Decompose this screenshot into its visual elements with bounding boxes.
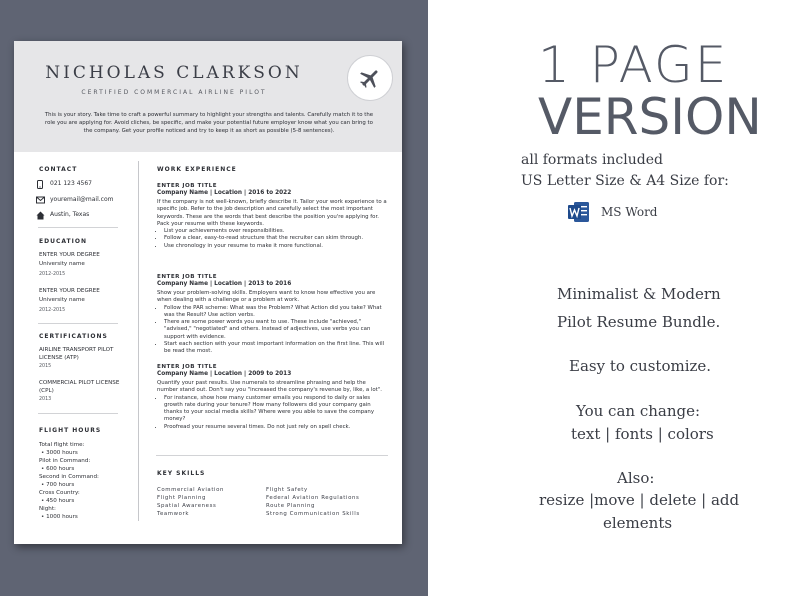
flight-hours-line: • 600 hours xyxy=(41,466,75,472)
location-text: Austin, Texas xyxy=(50,211,90,218)
resume-subtitle: CERTIFIED COMMERCIAL AIRLINE PILOT xyxy=(81,89,267,96)
flight-hours-line: Pilot in Command: xyxy=(39,458,91,464)
flight-hours-line: Night: xyxy=(39,506,56,512)
column-divider xyxy=(138,161,139,521)
job-description-2 xyxy=(157,290,387,356)
job-bullet: • Follow a clear, easy-to-read structure that the recruiter can skim through. xyxy=(164,235,387,242)
phone-text: 021 123 4567 xyxy=(50,180,92,187)
plane-icon-badge xyxy=(347,55,393,101)
job-title-3: ENTER JOB TITLE xyxy=(157,364,218,370)
resume-header xyxy=(14,41,402,152)
education-years-1: 2012-2015 xyxy=(39,272,66,277)
home-icon xyxy=(36,211,45,220)
education-degree-1: ENTER YOUR DEGREE xyxy=(39,252,100,258)
promo-also-items: resize |move | delete | add xyxy=(539,491,740,509)
promo-headline-2: VERSION xyxy=(538,88,762,146)
airplane-icon xyxy=(358,66,382,90)
resume-preview xyxy=(14,41,402,544)
skill-item: Federal Aviation Regulations xyxy=(266,495,360,501)
cert-1-line1: AIRLINE TRANSPORT PILOT xyxy=(39,347,114,353)
flight-hours-heading: FLIGHT HOURS xyxy=(39,427,102,434)
contact-heading: CONTACT xyxy=(39,166,78,173)
sidebar-divider xyxy=(38,323,118,324)
word-label: MS Word xyxy=(601,205,658,219)
flight-hours-line: Second in Command: xyxy=(39,474,99,480)
flight-hours-line: • 1000 hours xyxy=(41,514,78,520)
skill-item: Teamwork xyxy=(157,511,190,517)
cert-2-year: 2013 xyxy=(39,397,52,402)
education-school-2: University name xyxy=(39,297,85,303)
promo-change: You can change: xyxy=(576,402,701,420)
cert-2-line2: (CPL) xyxy=(39,388,54,394)
flight-hours-line: • 700 hours xyxy=(41,482,75,488)
cert-1-line2: LICENSE (ATP) xyxy=(39,355,79,361)
certifications-heading: CERTIFICATIONS xyxy=(39,333,108,340)
promo-formats: all formats included xyxy=(521,152,663,168)
promo-also-items-2: elements xyxy=(603,514,673,532)
education-degree-2: ENTER YOUR DEGREE xyxy=(39,288,100,294)
job-bullet: • Start each section with your most important information on the first line. This will be read the most. xyxy=(164,341,387,356)
job-title-1: ENTER JOB TITLE xyxy=(157,183,218,189)
job-text-2: Show your problem-solving skills. Employers want to know how effective you are when dealing with a challenge or a problem at work. xyxy=(157,290,376,304)
skill-item: Flight Safety xyxy=(266,487,308,493)
cert-1-year: 2015 xyxy=(39,364,52,369)
flight-hours-line: Cross Country: xyxy=(39,490,80,496)
job-bullet: • There are some power words you want to use. These include "achieved," "advised," "negotiated" and others. Instead of adjectives, use verbs you can support with evidence. xyxy=(164,319,387,341)
resume-summary: This is your story. Take time to craft a powerful summary to highlight your strengths and talents. Carefully match it to the role you are applying for. Avoid cliches, be specific, and make your potential future employer know what you can bring to the company. Get your profile noticed and try to keep it as short as possible (5-8 sentences). xyxy=(44,112,374,134)
job-text-3: Quantify your past results. Use numerals to streamline phrasing and help the number stand out. Don't say you "increased the company's revenue by, like, a lot". xyxy=(157,380,382,394)
flight-hours-line: • 450 hours xyxy=(41,498,75,504)
flight-hours-line: • 3000 hours xyxy=(41,450,78,456)
email-text: youremail@mail.com xyxy=(50,196,114,203)
job-description-1 xyxy=(157,199,387,250)
education-years-2: 2012-2015 xyxy=(39,308,66,313)
skill-item: Spatial Awareness xyxy=(157,503,217,509)
job-company-2: Company Name | Location | 2013 to 2016 xyxy=(157,281,292,287)
skill-item: Route Planning xyxy=(266,503,315,509)
job-bullet: • Use chronology in your resume to make it more functional. xyxy=(164,243,387,250)
skill-item: Strong Communication Skills xyxy=(266,511,360,517)
flight-hours-line: Total flight time: xyxy=(39,442,85,448)
job-bullet: • For instance, show how many customer emails you respond to daily or sales growth rate during your tenure? How many followers did your company gain thanks to your social media skills? Where were you able to save the company money? xyxy=(164,395,387,424)
job-title-2: ENTER JOB TITLE xyxy=(157,274,218,280)
job-bullet: • Follow the PAR scheme: What was the Problem? What Action did you take? What was the Result? Use action verbs. xyxy=(164,305,387,320)
job-company-1: Company Name | Location | 2016 to 2022 xyxy=(157,190,292,196)
promo-change-items: text | fonts | colors xyxy=(571,425,714,443)
promo-easy: Easy to customize. xyxy=(569,357,712,375)
skill-item: Flight Planning xyxy=(157,495,206,501)
sidebar-divider xyxy=(38,413,118,414)
cert-2-line1: COMMERCIAL PILOT LICENSE xyxy=(39,380,120,386)
skills-heading: KEY SKILLS xyxy=(157,470,206,477)
education-heading: EDUCATION xyxy=(39,238,87,245)
job-bullet: • Proofread your resume several times. Do not just rely on spell check. xyxy=(164,424,387,431)
promo-desc-1: Minimalist & Modern xyxy=(557,285,721,303)
promo-sizes: US Letter Size & A4 Size for: xyxy=(521,173,729,189)
sidebar-divider xyxy=(38,227,118,228)
job-company-3: Company Name | Location | 2009 to 2013 xyxy=(157,371,292,377)
promo-also: Also: xyxy=(617,469,655,487)
phone-icon xyxy=(36,180,44,189)
job-text-1: If the company is not well-known, briefly describe it. Tailor your work experience to a specific job. Refer to the job description and carefully select the most important keywords. These are the words that best describe the position you're applying for. Pack your resume with these keywords. xyxy=(157,199,387,227)
word-icon xyxy=(568,201,590,227)
work-heading: WORK EXPERIENCE xyxy=(157,166,237,173)
mail-icon xyxy=(36,196,45,204)
work-divider xyxy=(156,455,388,456)
promo-desc-2: Pilot Resume Bundle. xyxy=(557,313,721,331)
job-bullet: • List your achievements over responsibilities. xyxy=(164,228,387,235)
job-description-3 xyxy=(157,380,387,431)
resume-name: NICHOLAS CLARKSON xyxy=(45,63,303,83)
promo-headline-1: 1 PAGE xyxy=(538,36,729,94)
skill-item: Commercial Aviation xyxy=(157,487,225,493)
education-school-1: University name xyxy=(39,261,85,267)
